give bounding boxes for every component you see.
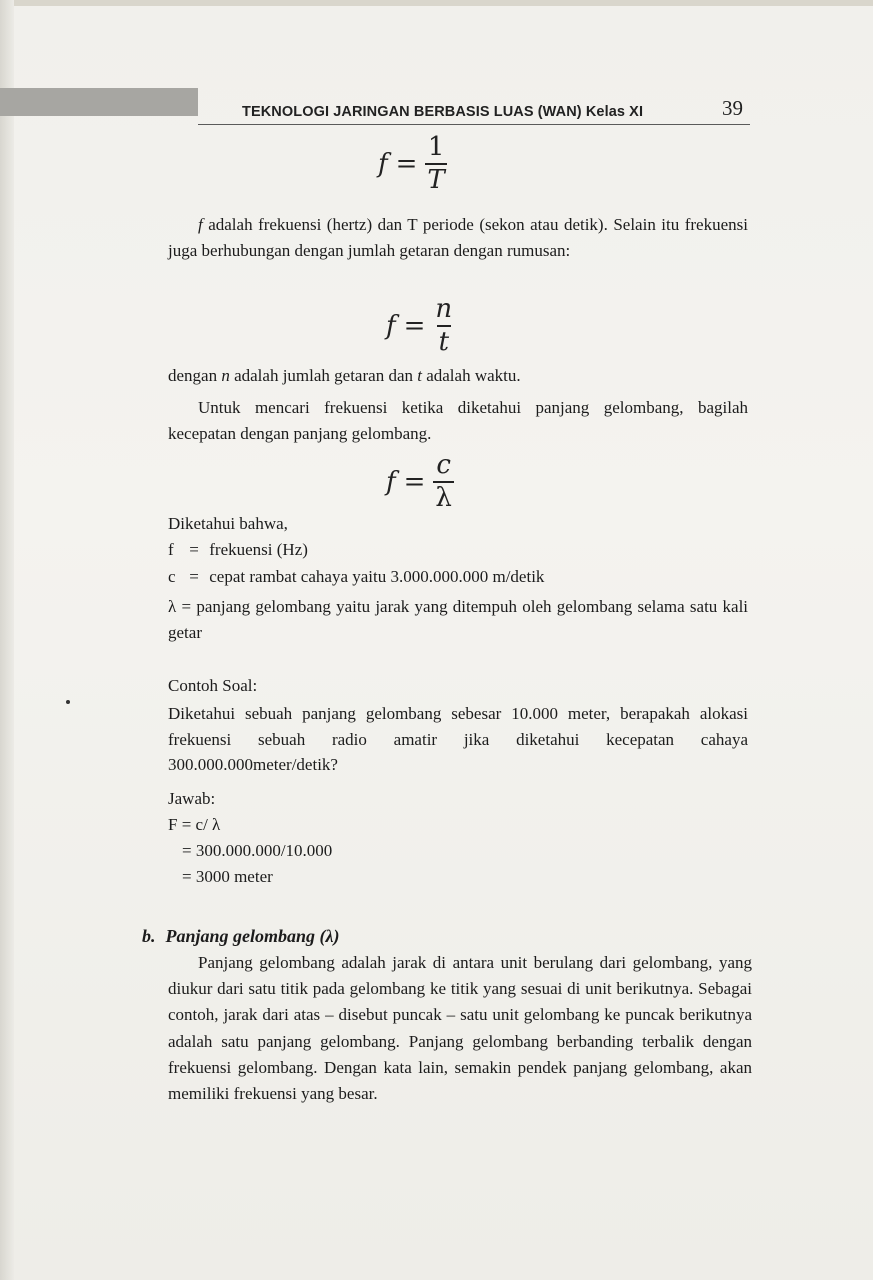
header-accent-bar	[0, 88, 198, 116]
section-letter: b.	[142, 926, 156, 946]
example-title: Contoh Soal:	[168, 676, 258, 695]
text-fragment: dengan	[168, 366, 222, 385]
answer-step: = 300.000.000/10.000	[182, 841, 333, 860]
definition-text: cepat rambat cahaya yaitu 3.000.000.000 m/detik	[209, 567, 545, 586]
page-number: 39	[722, 96, 743, 120]
fraction-numerator: c	[436, 450, 451, 480]
definition-row	[168, 567, 748, 587]
paragraph-n-and-t	[168, 366, 521, 386]
definition-equals: =	[189, 540, 199, 559]
definition-row	[168, 540, 748, 560]
section-wavelength-body: Panjang gelombang adalah jarak di antara unit berulang dari gelombang, yang diukur dari satu titik pada gelombang ke titik yang sesuai di unit berikutnya. Sebagai contoh, jarak dari atas – disebut puncak – satu unit gelombang ke puncak berikutnya adalah satu panjang gelombang. Panjang gelombang berbanding terbalik dengan frekuensi gelombang. Dengan kata lain, semakin pendek panjang gelombang, akan memiliki frekuensi yang besar.	[168, 953, 752, 1104]
fraction	[433, 452, 453, 513]
answer-step: = 3000 meter	[182, 867, 273, 886]
paragraph-text: adalah frekuensi (hertz) dan T periode (sekon atau detik). Selain itu frekuensi juga berhubungan dengan jumlah getaran dengan rumusan:	[168, 215, 748, 260]
formula-lhs: f	[378, 149, 388, 180]
symbol-n: n	[221, 366, 230, 385]
section-title: Panjang gelombang (λ)	[165, 926, 340, 946]
page-speck	[66, 700, 70, 704]
fraction-numerator: n	[435, 294, 453, 324]
definition-equals: =	[181, 597, 192, 616]
definition-text: panjang gelombang yaitu jarak yang ditempuh oleh gelombang selama satu kali getar	[168, 597, 749, 642]
header-rule	[198, 124, 750, 125]
definition-symbol: f	[168, 540, 174, 559]
formula-f-equals-c-over-lambda	[386, 452, 454, 513]
formula-f-equals-1-over-T	[378, 134, 447, 195]
formula-lhs: f	[386, 467, 396, 498]
symbol-f: f	[198, 215, 203, 234]
definition-row	[168, 594, 748, 645]
paragraph-frequency-definition	[168, 212, 748, 263]
answer-step: F = c/ λ	[168, 815, 221, 834]
known-intro: Diketahui bahwa,	[168, 514, 288, 533]
symbol-t: t	[417, 366, 422, 385]
section-heading-wavelength	[142, 926, 340, 947]
fraction-denominator: T	[427, 165, 445, 196]
fraction-denominator: λ	[435, 483, 452, 514]
running-header: TEKNOLOGI JARINGAN BERBASIS LUAS (WAN) Kelas XI	[242, 104, 644, 120]
formula-equals: =	[403, 311, 426, 342]
page-top-edge	[0, 0, 873, 6]
fraction	[433, 296, 454, 357]
fraction-denominator: t	[438, 327, 450, 358]
paragraph-wavelength-method: Untuk mencari frekuensi ketika diketahui panjang gelombang, bagilah kecepatan dengan panjang gelombang.	[168, 398, 748, 443]
definition-text: frekuensi (Hz)	[209, 540, 308, 559]
formula-lhs: f	[386, 311, 396, 342]
formula-f-equals-n-over-t	[386, 296, 454, 357]
text-fragment: adalah jumlah getaran dan	[229, 366, 418, 385]
definition-equals: =	[189, 567, 199, 586]
fraction	[425, 134, 446, 195]
fraction-numerator: 1	[427, 132, 445, 162]
formula-equals: =	[403, 467, 426, 498]
example-question: Diketahui sebuah panjang gelombang sebesar 10.000 meter, berapakah alokasi frekuensi sebuah radio amatir jika diketahui kecepatan cahaya 300.000.000meter/detik?	[168, 704, 748, 774]
text-fragment: adalah waktu.	[421, 366, 521, 385]
formula-equals: =	[395, 149, 418, 180]
definition-symbol: c	[168, 567, 176, 586]
definition-symbol: λ	[168, 597, 177, 616]
answer-label: Jawab:	[168, 789, 216, 808]
page-binding-edge	[0, 0, 14, 1280]
